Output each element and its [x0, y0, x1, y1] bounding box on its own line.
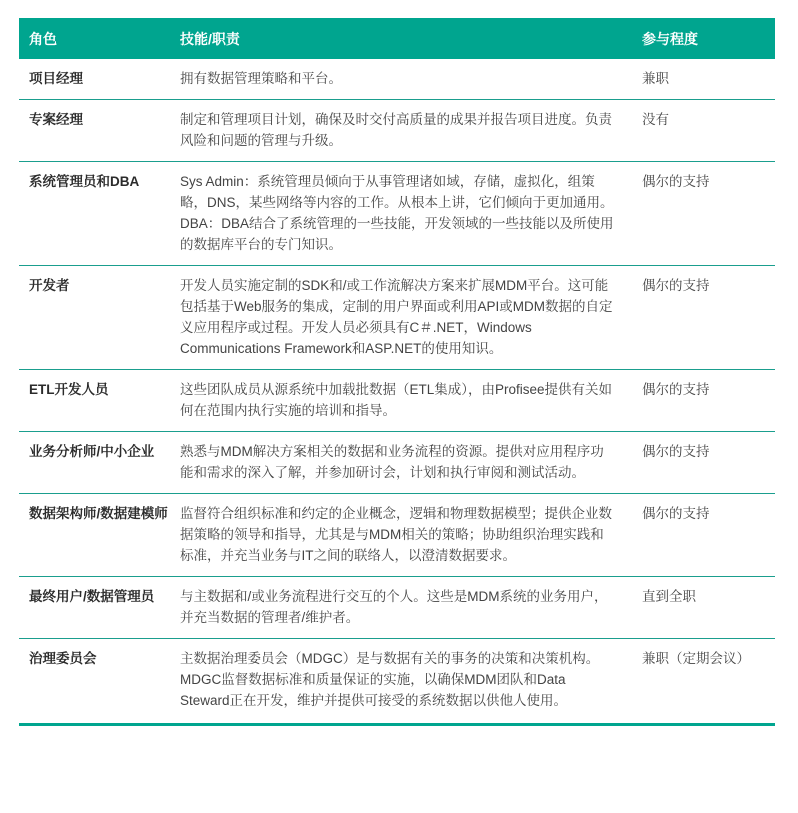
- role-cell: 项目经理: [19, 59, 170, 100]
- skills-cell: 主数据治理委员会（MDGC）是与数据有关的事务的决策和决策机构。MDGC监督数据标准和质量保证的实施，以确保MDM团队和Data Steward正在开发，维护并提供可接受的系统数据以供他人使用。: [170, 639, 632, 725]
- role-cell: 治理委员会: [19, 639, 170, 725]
- skills-cell: 熟悉与MDM解决方案相关的数据和业务流程的资源。提供对应用程序功能和需求的深入了解，并参加研讨会，计划和执行审阅和测试活动。: [170, 432, 632, 494]
- skills-cell: 这些团队成员从源系统中加载批数据（ETL集成），由Profisee提供有关如何在范围内执行实施的培训和指导。: [170, 370, 632, 432]
- role-cell: 系统管理员和DBA: [19, 162, 170, 266]
- skills-cell: Sys Admin：系统管理员倾向于从事管理诸如域，存储，虚拟化，组策略，DNS，某些网络等内容的工作。从根本上讲，它们倾向于更加通用。DBA：DBA结合了系统管理的一些技能，开发领域的一些技能以及所使用的数据库平台的专门知识。: [170, 162, 632, 266]
- table-row: [19, 100, 775, 162]
- table-header-row: [19, 18, 775, 59]
- header-involvement: 参与程度: [632, 18, 775, 59]
- skills-cell: 与主数据和/或业务流程进行交互的个人。这些是MDM系统的业务用户，并充当数据的管理者/维护者。: [170, 577, 632, 639]
- roles-table: [19, 18, 775, 726]
- role-cell: 开发者: [19, 266, 170, 370]
- skills-cell: 拥有数据管理策略和平台。: [170, 59, 632, 100]
- table-row: [19, 370, 775, 432]
- header-skills: 技能/职责: [170, 18, 632, 59]
- table-row: [19, 639, 775, 725]
- role-cell: 专案经理: [19, 100, 170, 162]
- involvement-cell: 偶尔的支持: [632, 432, 775, 494]
- skills-cell: 制定和管理项目计划，确保及时交付高质量的成果并报告项目进度。负责风险和问题的管理与升级。: [170, 100, 632, 162]
- table-row: [19, 494, 775, 577]
- involvement-cell: 没有: [632, 100, 775, 162]
- involvement-cell: 偶尔的支持: [632, 494, 775, 577]
- involvement-cell: 偶尔的支持: [632, 370, 775, 432]
- role-cell: 业务分析师/中小企业: [19, 432, 170, 494]
- table-row: [19, 162, 775, 266]
- involvement-cell: 偶尔的支持: [632, 162, 775, 266]
- involvement-cell: 兼职（定期会议）: [632, 639, 775, 725]
- table-row: [19, 577, 775, 639]
- table-row: [19, 432, 775, 494]
- involvement-cell: 偶尔的支持: [632, 266, 775, 370]
- involvement-cell: 兼职: [632, 59, 775, 100]
- skills-cell: 监督符合组织标准和约定的企业概念，逻辑和物理数据模型；提供企业数据策略的领导和指导，尤其是与MDM相关的策略；协助组织治理实践和标准，并充当业务与IT之间的联络人，以澄清数据要求。: [170, 494, 632, 577]
- table-row: [19, 59, 775, 100]
- role-cell: 数据架构师/数据建模师: [19, 494, 170, 577]
- role-cell: ETL开发人员: [19, 370, 170, 432]
- involvement-cell: 直到全职: [632, 577, 775, 639]
- role-cell: 最终用户/数据管理员: [19, 577, 170, 639]
- header-role: 角色: [19, 18, 170, 59]
- skills-cell: 开发人员实施定制的SDK和/或工作流解决方案来扩展MDM平台。这可能包括基于Web服务的集成，定制的用户界面或利用API或MDM数据的自定义应用程序或过程。开发人员必须具有C＃.NET，Windows Communications Framework和ASP.NET的使用知识。: [170, 266, 632, 370]
- table-row: [19, 266, 775, 370]
